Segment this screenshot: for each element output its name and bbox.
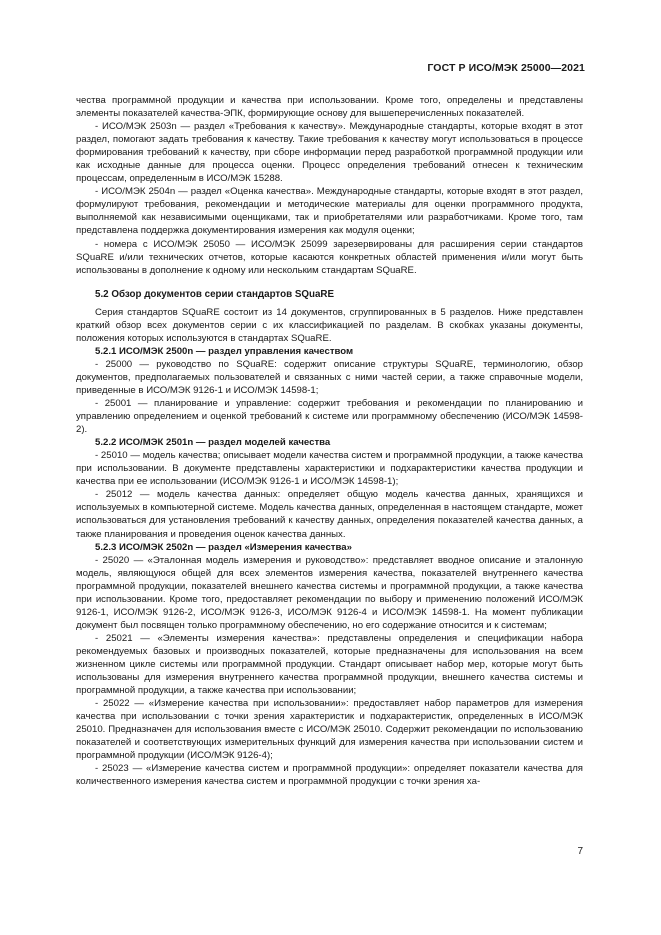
section-heading-5-2: 5.2 Обзор документов серии стандартов SQuaRE <box>95 288 335 300</box>
section-heading-5-2-2: 5.2.2 ИСО/МЭК 2501n — раздел моделей качества <box>95 437 331 449</box>
paragraph: чества программной продукции и качества при использовании. Кроме того, определены и представлены элементы показателей качества-ЭПК, формирующие основу для вышеперечисленных показателей. <box>76 95 583 120</box>
paragraph: Серия стандартов SQuaRE состоит из 14 документов, сгруппированных в 5 разделов. Ниже представлен краткий обзор всех документов серии с их классификацией по разделам. В скобках указаны документы, положения которых используются в стандартах SQuaRE. <box>76 306 583 344</box>
list-item: - 25001 — планирование и управление: содержит требования и рекомендации по планированию и управлению определением и оценкой требований к системе или программному обеспечению (ИСО/МЭК 14598-2). <box>76 398 583 436</box>
list-item: - 25023 — «Измерение качества систем и программной продукции»: определяет показатели качества для количественного измерения качества систем и программной продукции с точки зрения ха- <box>76 763 583 788</box>
list-item: - номера с ИСО/МЭК 25050 — ИСО/МЭК 25099 зарезервированы для расширения серии стандартов SQuaRE и/или технических отчетов, которые касаются конкретных областей применения и/или могут быть использованы в дополнение к одному или нескольким стандартам SQuaRE. <box>76 238 584 276</box>
list-item: - ИСО/МЭК 2504n — раздел «Оценка качества». Международные стандарты, которые входят в этот раздел, формулируют требования, рекомендации и методические материалы для оценки программного продукта, выполняемой как независимыми оценщиками, так и приобретателями или разработчиками. Кроме того, там представлена поддержка документирования измерения как модуля оценки; <box>76 186 583 237</box>
list-item: - 25021 — «Элементы измерения качества»: представлены определения и спецификации набора рекомендуемых базовых и производных показателей, которые предназначены для использования на всем жизненном цикле системы или программной продукции. Стандарт описывает набор мер, которые могут быть использованы для измерения внутреннего качества программной продукции, внешнего качества системы и программной продукции, а также качества при использовании; <box>76 632 583 697</box>
section-heading-5-2-1: 5.2.1 ИСО/МЭК 2500n — раздел управления качеством <box>95 345 354 357</box>
list-item: - ИСО/МЭК 2503n — раздел «Требования к качеству». Международные стандарты, которые входят в этот раздел, помогают задать требования к качеству. Такие требования к качеству могут использоваться в процессе формирования требований к качеству, при сборе информации перед разработкой программной продукции или как исходные данные для процесса оценки. Процесс определения требований отнесен к техническим процессам, определенным в ИСО/МЭК 15288. <box>76 121 583 185</box>
list-item: - 25000 — руководство по SQuaRE: содержит описание структуры SQuaRE, терминологию, обзор документов, предполагаемых пользователей и связанных с ними частей серии, а также справочные модели, приведенные в ИСО/МЭК 9126-1 и ИСО/МЭК 14598-1; <box>76 358 583 396</box>
list-item: - 25010 — модель качества; описывает модели качества систем и программной продукции, а также качества при использовании. В документе представлены характеристики и подхарактеристики качества продукции и качества при ее использовании (ИСО/МЭК 9126-1 и ИСО/МЭК 14598-1); <box>76 450 583 488</box>
document-body <box>76 94 583 788</box>
section-heading-5-2-3: 5.2.3 ИСО/МЭК 2502n — раздел «Измерения качества» <box>95 541 352 553</box>
page-number: 7 <box>577 846 583 857</box>
list-item: - 25012 — модель качества данных: определяет общую модель качества данных, хранящихся и используемых в компьютерной системе. Модель качества данных, определенная в настоящем стандарте, может использоваться для установления требований к качеству данных, определения показателей качества данных, а также планирования и проведения оценок качества данных. <box>76 489 583 540</box>
list-item: - 25020 — «Эталонная модель измерения и руководство»: представляет вводное описание и эталонную модель, являющуюся общей для всех элементов измерения качества, показателей внутреннего качества программной продукции, показателей внешнего качества системы и программной продукции, а также качества при использовании. Кроме того, предоставляет рекомендации по выбору и применению положений ИСО/МЭК 9126-1, ИСО/МЭК 9126-2, ИСО/МЭК 9126-3, ИСО/МЭК 9126-4 и ИСО/МЭК 14598-1. На момент публикации документ был посвящен только программному обеспечению, но его содержание относится и к системам; <box>76 554 583 631</box>
list-item: - 25022 — «Измерение качества при использовании»: предоставляет набор параметров для измерения качества при использовании с точки зрения характеристик и подхарактеристик, определенных в ИСО/МЭК 25010. Предназначен для использования вместе с ИСО/МЭК 25010. Содержит рекомендации по использованию показателей и соответствующих измерительных функций для измерения качества при использовании систем и программной продукции (ИСО/МЭК 9126-4); <box>76 698 583 762</box>
document-header: ГОСТ Р ИСО/МЭК 25000—2021 <box>427 62 585 74</box>
